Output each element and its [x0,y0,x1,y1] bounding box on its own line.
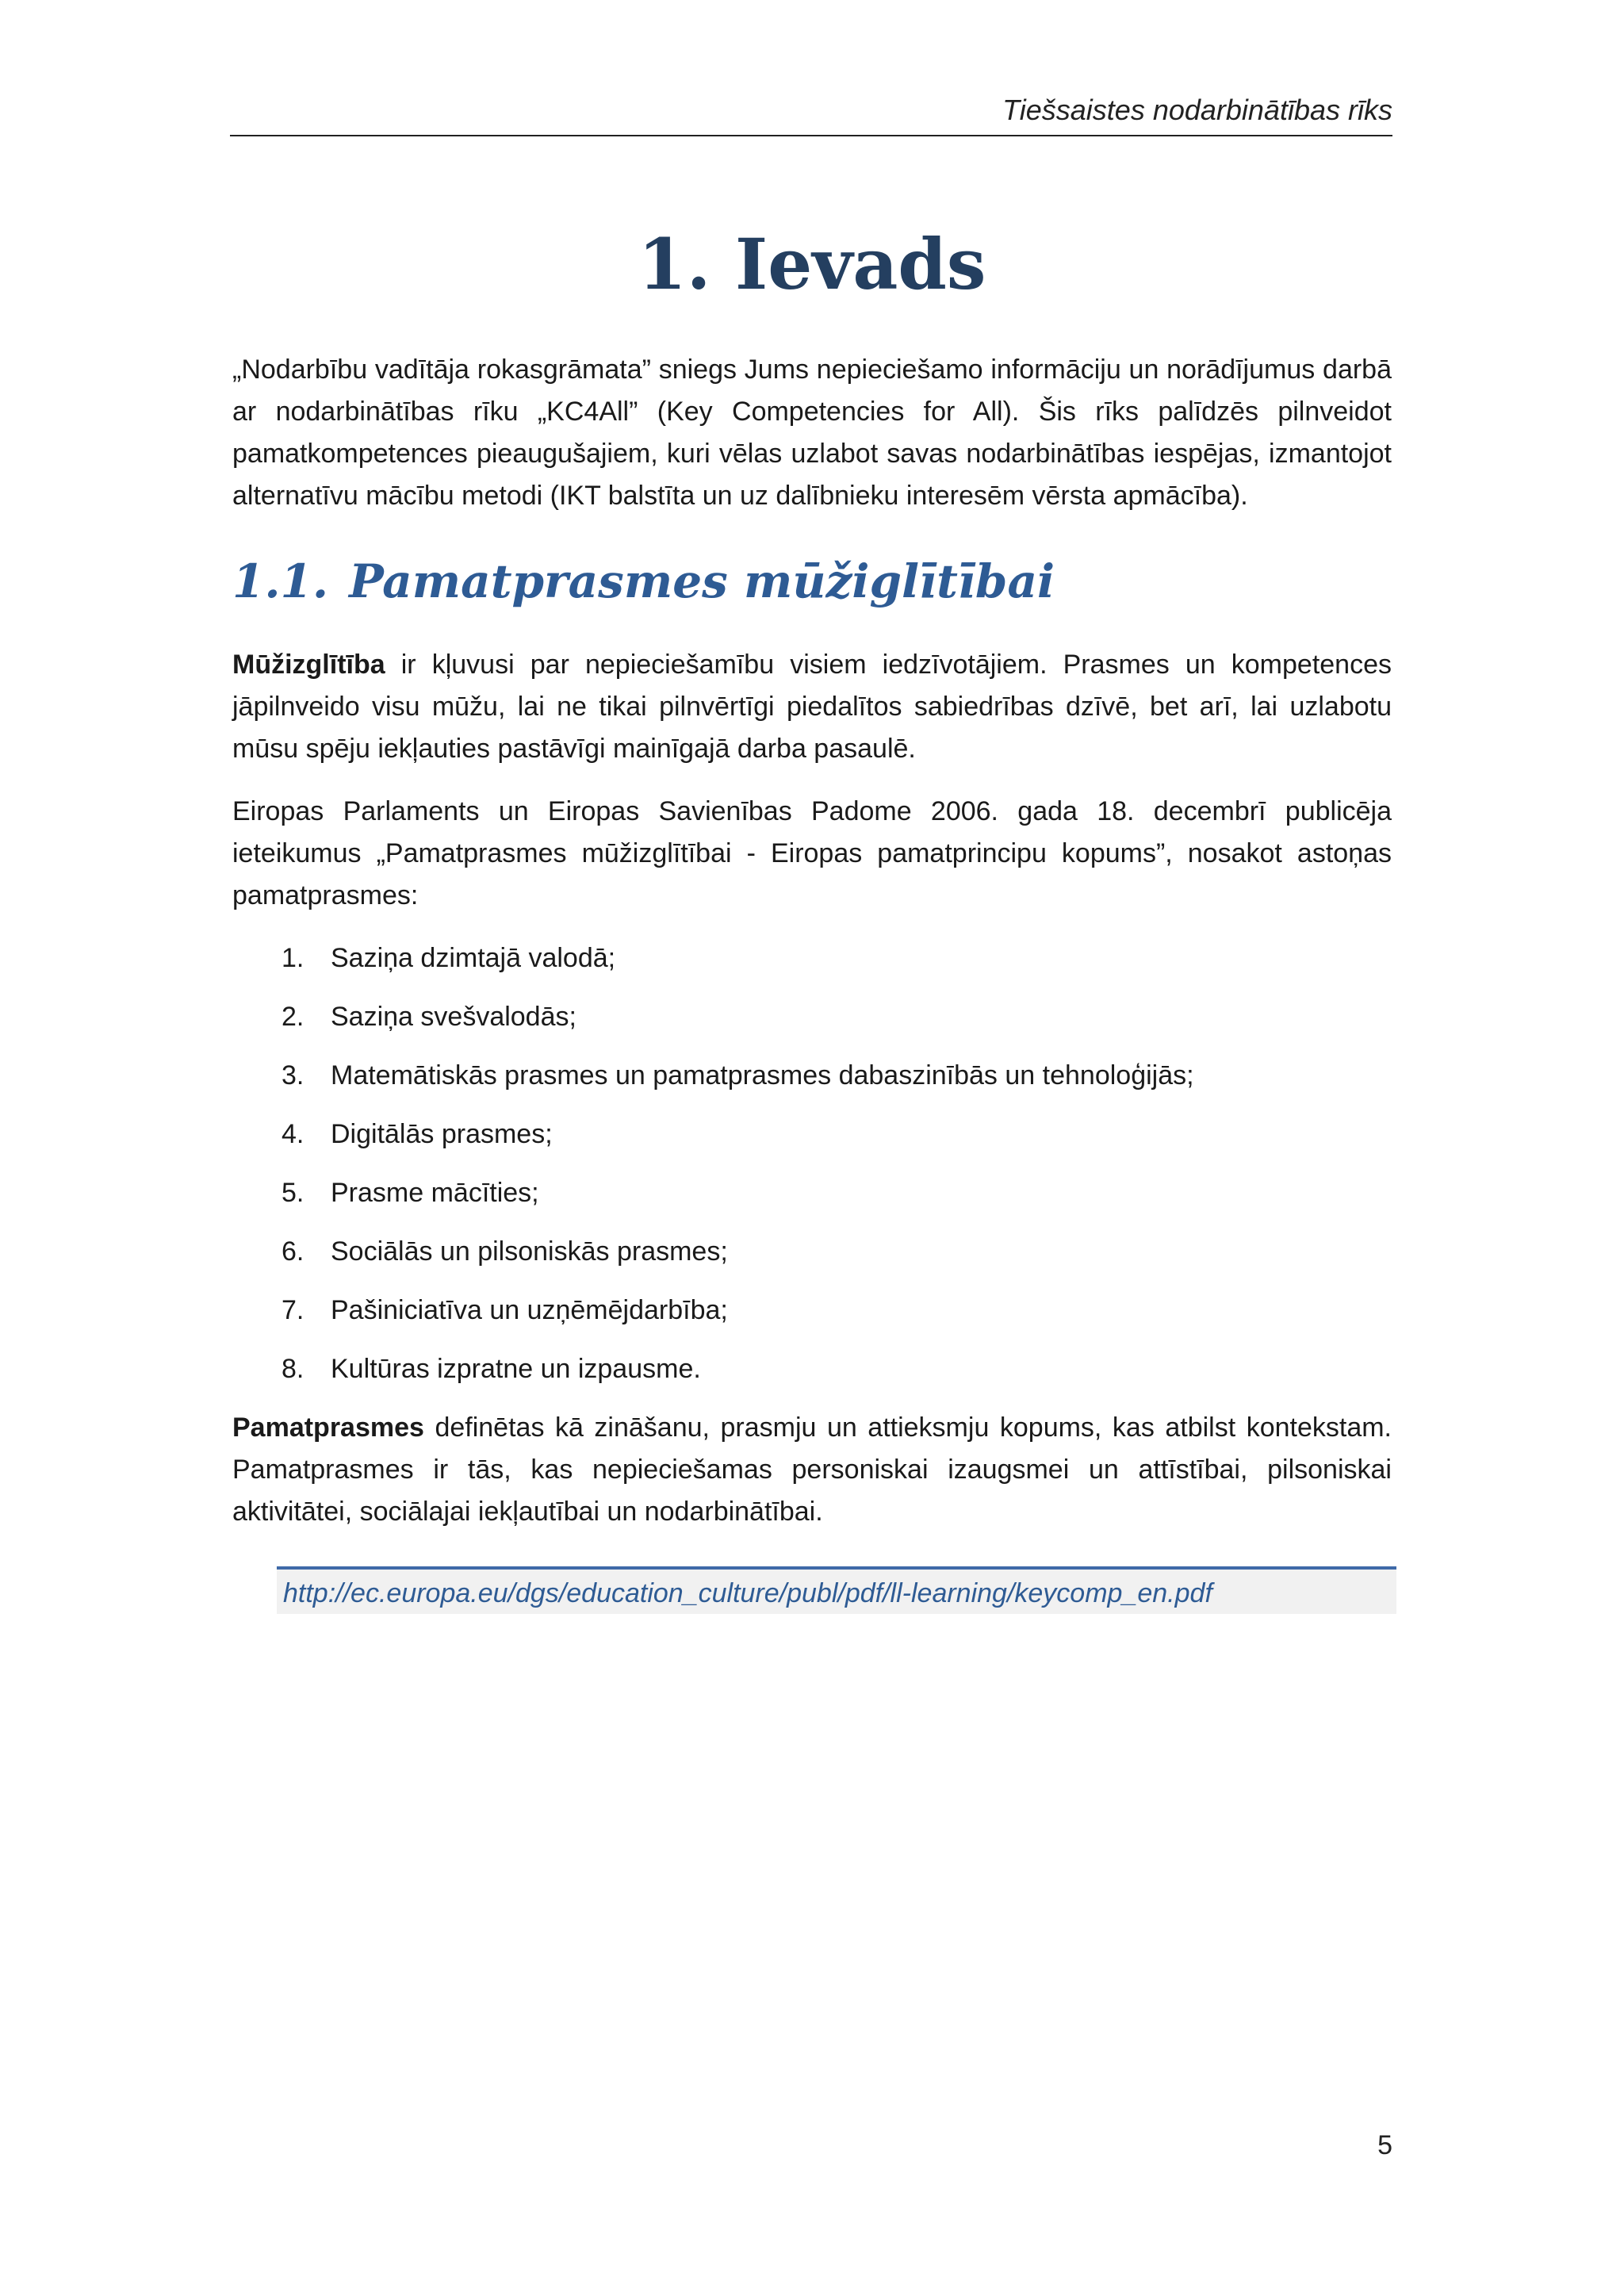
list-item-text: Digitālās prasmes; [331,1118,553,1149]
recommendation-paragraph: Eiropas Parlaments un Eiropas Savienības Padome 2006. gada 18. decembrī publicēja ieteikumus „Pamatprasmes mūžizglītībai - Eiropas pamatprincipu kopums”, nosakot astoņas pamatprasmes: [232,795,1392,910]
list-item-text: Pašiniciatīva un uzņēmējdarbība; [331,1294,728,1325]
list-item [282,1055,1392,1097]
running-header: Tiešsaistes nodarbinātības rīks [1002,94,1392,126]
intro-paragraph: „Nodarbību vadītāja rokasgrāmata” sniegs Jums nepieciešamo informāciju un norādījumus darbā ar nodarbinātības rīku „KC4All” (Key Competencies for All). Šis rīks palīdzēs pilnveidot pamatkompetences pieaugušajiem, kuri vēlas uzlabot savas nodarbinātības iespējas, izmantojot alternatīvu mācību metodi (IKT balstīta un uz dalībnieku interesēm vērsta apmācība). [232,354,1392,511]
list-item [282,1290,1392,1332]
list-item-number: 5. [282,1177,304,1208]
list-item-text: Kultūras izpratne un izpausme. [331,1353,701,1384]
list-item-text: Sociālās un pilsoniskās prasmes; [331,1236,728,1267]
list-item-text: Matemātiskās prasmes un pamatprasmes dabaszinībās un tehnoloģijās; [331,1060,1194,1091]
header-rule [230,135,1392,136]
lifelong-learning-paragraph [232,644,1392,770]
list-item [282,1231,1392,1273]
source-url-link[interactable]: http://ec.europa.eu/dgs/education_culture/publ/pdf/ll-learning/keycomp_en.pdf [283,1577,1212,1608]
list-item-number: 2. [282,1001,304,1032]
list-item-text: Prasme mācīties; [331,1177,539,1208]
page-number: 5 [1377,2130,1392,2160]
page-content [232,223,1392,1614]
bold-term-lifelong-learning: Mūžizglītība [232,649,385,680]
list-item-number: 6. [282,1236,304,1267]
section-title-text: Pamatprasmes mūžiglītībai [349,554,1055,608]
list-item-number: 1. [282,942,304,973]
paragraph-text: definētas kā zināšanu, prasmju un attieksmju kopums, kas atbilst kontekstam. Pamatprasmes ir tās, kas nepieciešamas personiskai izaugsmei un attīstībai, pilsoniskai aktivitātei, sociālajai iekļautībai un nodarbinātībai. [232,1412,1392,1527]
list-item [282,996,1392,1038]
list-item [282,1172,1392,1214]
section-number: 1.1. [232,554,329,608]
list-item [282,1348,1392,1390]
source-link-box [277,1566,1396,1614]
list-item-number: 3. [282,1060,304,1091]
list-item-number: 4. [282,1118,304,1149]
list-item-number: 7. [282,1294,304,1325]
paragraph-text: ir kļuvusi par nepieciešamību visiem iedzīvotājiem. Prasmes un kompetences jāpilnveido visu mūžu, lai ne tikai pilnvērtīgi piedalītos sabiedrības dzīvē, bet arī, lai uzlabotu mūsu spēju iekļauties pastāvīgi mainīgajā darba pasaulē. [232,649,1392,764]
key-competences-definition-paragraph [232,1407,1392,1533]
list-item [282,1114,1392,1156]
list-item-number: 8. [282,1353,304,1384]
section-title [232,554,1392,608]
key-competences-list [232,937,1392,1390]
chapter-title: 1. Ievads [638,223,986,305]
bold-term-key-competences: Pamatprasmes [232,1412,424,1443]
list-item [282,937,1392,979]
list-item-text: Saziņa svešvalodās; [331,1001,576,1032]
list-item-text: Saziņa dzimtajā valodā; [331,942,616,973]
